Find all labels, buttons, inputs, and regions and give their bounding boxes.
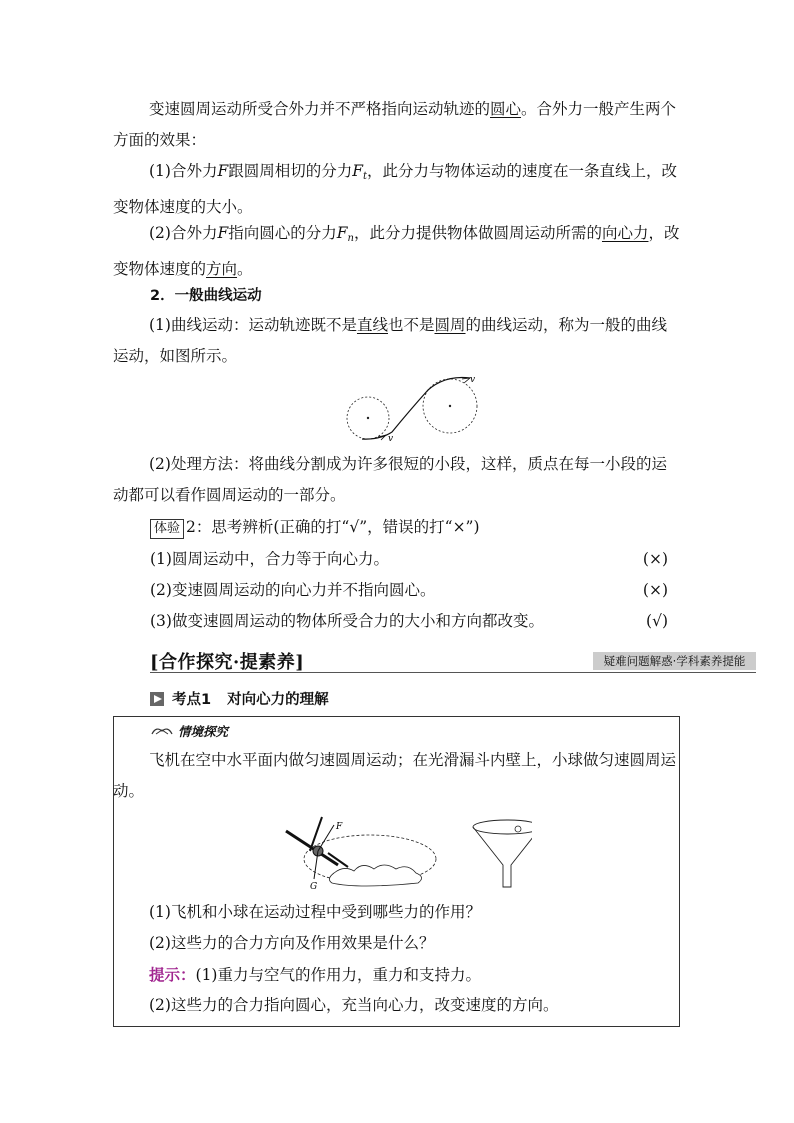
subheading-general-curve: 2．一般曲线运动 (150, 288, 262, 304)
section-divider (150, 672, 756, 673)
curve-motion-figure (340, 370, 490, 445)
trajectory-curve (362, 378, 470, 440)
hint-label: 提示： (149, 965, 196, 984)
section-badge: 疑难问题解惑·学科素养提能 (593, 652, 756, 670)
plane-funnel-figure (282, 815, 532, 895)
large-circle-center (449, 405, 451, 407)
paragraph-treatment-method: (2)处理方法：将曲线分割成为许多很短的小段，这样，质点在每一小段的运动都可以看作圆周运动的一部分。 (113, 455, 667, 504)
small-circle-center (367, 417, 369, 419)
clouds (329, 865, 421, 886)
hands-icon (150, 724, 174, 738)
play-triangle-icon (150, 692, 164, 706)
force-label-G: G (310, 882, 318, 892)
force-arrow-F (318, 825, 334, 851)
force-label-F: F (336, 822, 343, 832)
paragraph-normal-force: (2)合外力F指向圆心的分力$F_n$，此分力提供物体做圆周运动所需的向心力，改变物体速度的方向。 (113, 224, 680, 278)
situation-label: 情境探究 (150, 722, 228, 740)
funnel-icon (473, 820, 532, 887)
judge-mark: (×) (642, 581, 668, 599)
hint-answer-2: (2)这些力的合力指向圆心，充当向心力，改变速度的方向。 (149, 996, 559, 1014)
topic-heading: 考点1 对向心力的理解 (150, 688, 329, 709)
judge-mark: (√) (646, 612, 668, 630)
paragraph-tangential-force: (1)合外力F跟圆周相切的分力$F_t$，此分力与物体运动的速度在一条直线上，改变物体速度的大小。 (113, 162, 678, 216)
section-title: [合作探究·提素养] (150, 652, 305, 673)
judge-item: (2)变速圆周运动的向心力并不指向圆心。 (150, 581, 436, 599)
velocity-label: v (470, 375, 476, 385)
situation-text: 飞机在空中水平面内做匀速圆周运动；在光滑漏斗内壁上，小球做匀速圆周运动。 (113, 751, 677, 800)
question-1: (1)飞机和小球在运动过程中受到哪些力的作用？ (149, 903, 481, 921)
experience-tag: 体验 (150, 519, 184, 539)
judge-item: (1)圆周运动中，合力等于向心力。 (150, 550, 389, 568)
blank-answer: 圆心 (490, 100, 522, 118)
paragraph-curve-definition: (1)曲线运动：运动轨迹既不是直线也不是圆周的曲线运动，称为一般的曲线运动，如图所示。 (113, 316, 668, 365)
hint-answer-1: 提示：(1)重力与空气的作用力，重力和支持力。 (149, 965, 481, 984)
paragraph-nonuniform-circular: 变速圆周运动所受合外力并不严格指向运动轨迹的圆心。合外力一般产生两个方面的效果： (113, 100, 677, 149)
experience-prompt: 体验 2：思考辨析(正确的打“√”，错误的打“×”) (150, 512, 690, 543)
velocity-label: v (388, 434, 394, 444)
judge-item: (3)做变速圆周运动的物体所受合力的大小和方向都改变。 (150, 612, 544, 630)
question-2: (2)这些力的合力方向及作用效果是什么？ (149, 934, 435, 952)
judge-mark: (×) (642, 550, 668, 568)
